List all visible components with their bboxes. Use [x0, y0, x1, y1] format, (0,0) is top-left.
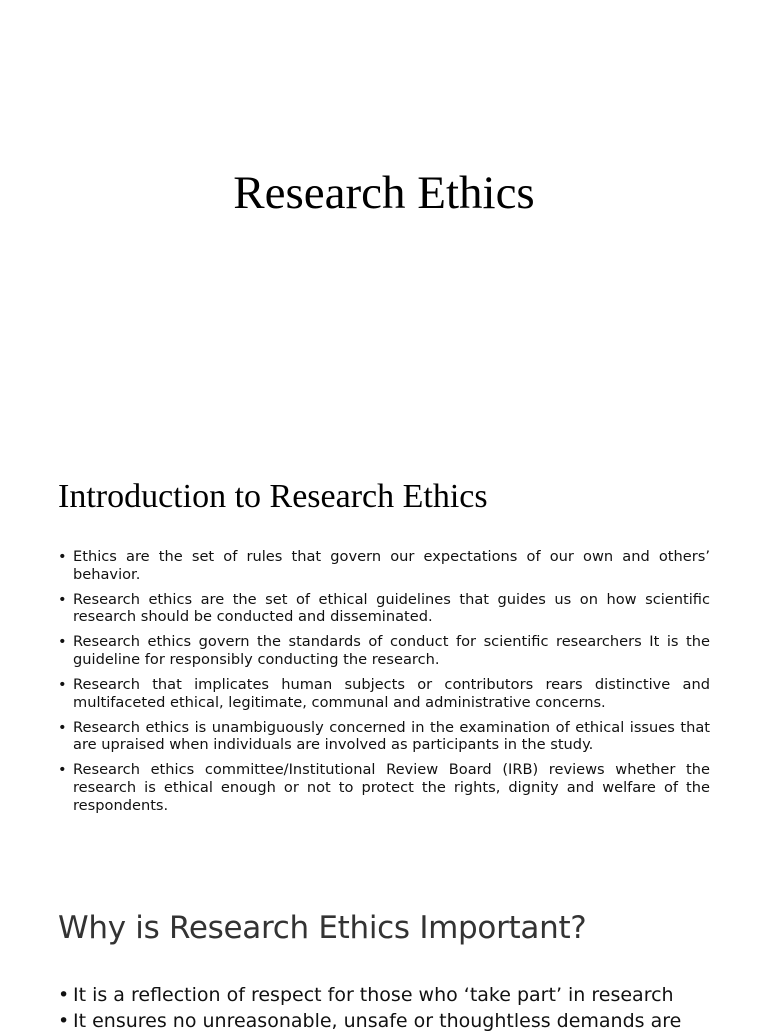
bullet-item: • Ethics are the set of rules that govern our expectations of our own and others’ behavior.	[58, 548, 710, 583]
intro-slide	[0, 440, 768, 880]
bullet-list	[58, 982, 718, 1034]
bullet-item: • Research ethics is unambiguously concerned in the examination of ethical issues that are upraised when individuals are involved as participants in the study.	[58, 719, 710, 754]
slide-title: Research Ethics	[233, 167, 535, 219]
bullet-item: • Research ethics are the set of ethical guidelines that guides us on how scientific research should be conducted and disseminated.	[58, 591, 710, 626]
bullet-item: • It ensures no unreasonable, unsafe or thoughtless demands are	[58, 1008, 718, 1034]
bullet-item: • Research ethics govern the standards of conduct for scientific researchers It is the guideline for responsibly conducting the research.	[58, 633, 710, 668]
slide-heading: Introduction to Research Ethics	[58, 478, 488, 515]
why-slide	[0, 880, 768, 1032]
bullet-list	[58, 548, 710, 822]
title-slide	[0, 0, 768, 440]
slide-heading: Why is Research Ethics Important?	[58, 910, 587, 946]
bullet-item: • Research that implicates human subjects or contributors rears distinctive and multifaceted ethical, legitimate, communal and administrative concerns.	[58, 676, 710, 711]
bullet-item: • It is a reflection of respect for those who ‘take part’ in research	[58, 982, 718, 1008]
bullet-item: • Research ethics committee/Institutional Review Board (IRB) reviews whether the research is ethical enough or not to protect the rights, dignity and welfare of the respondents.	[58, 761, 710, 814]
